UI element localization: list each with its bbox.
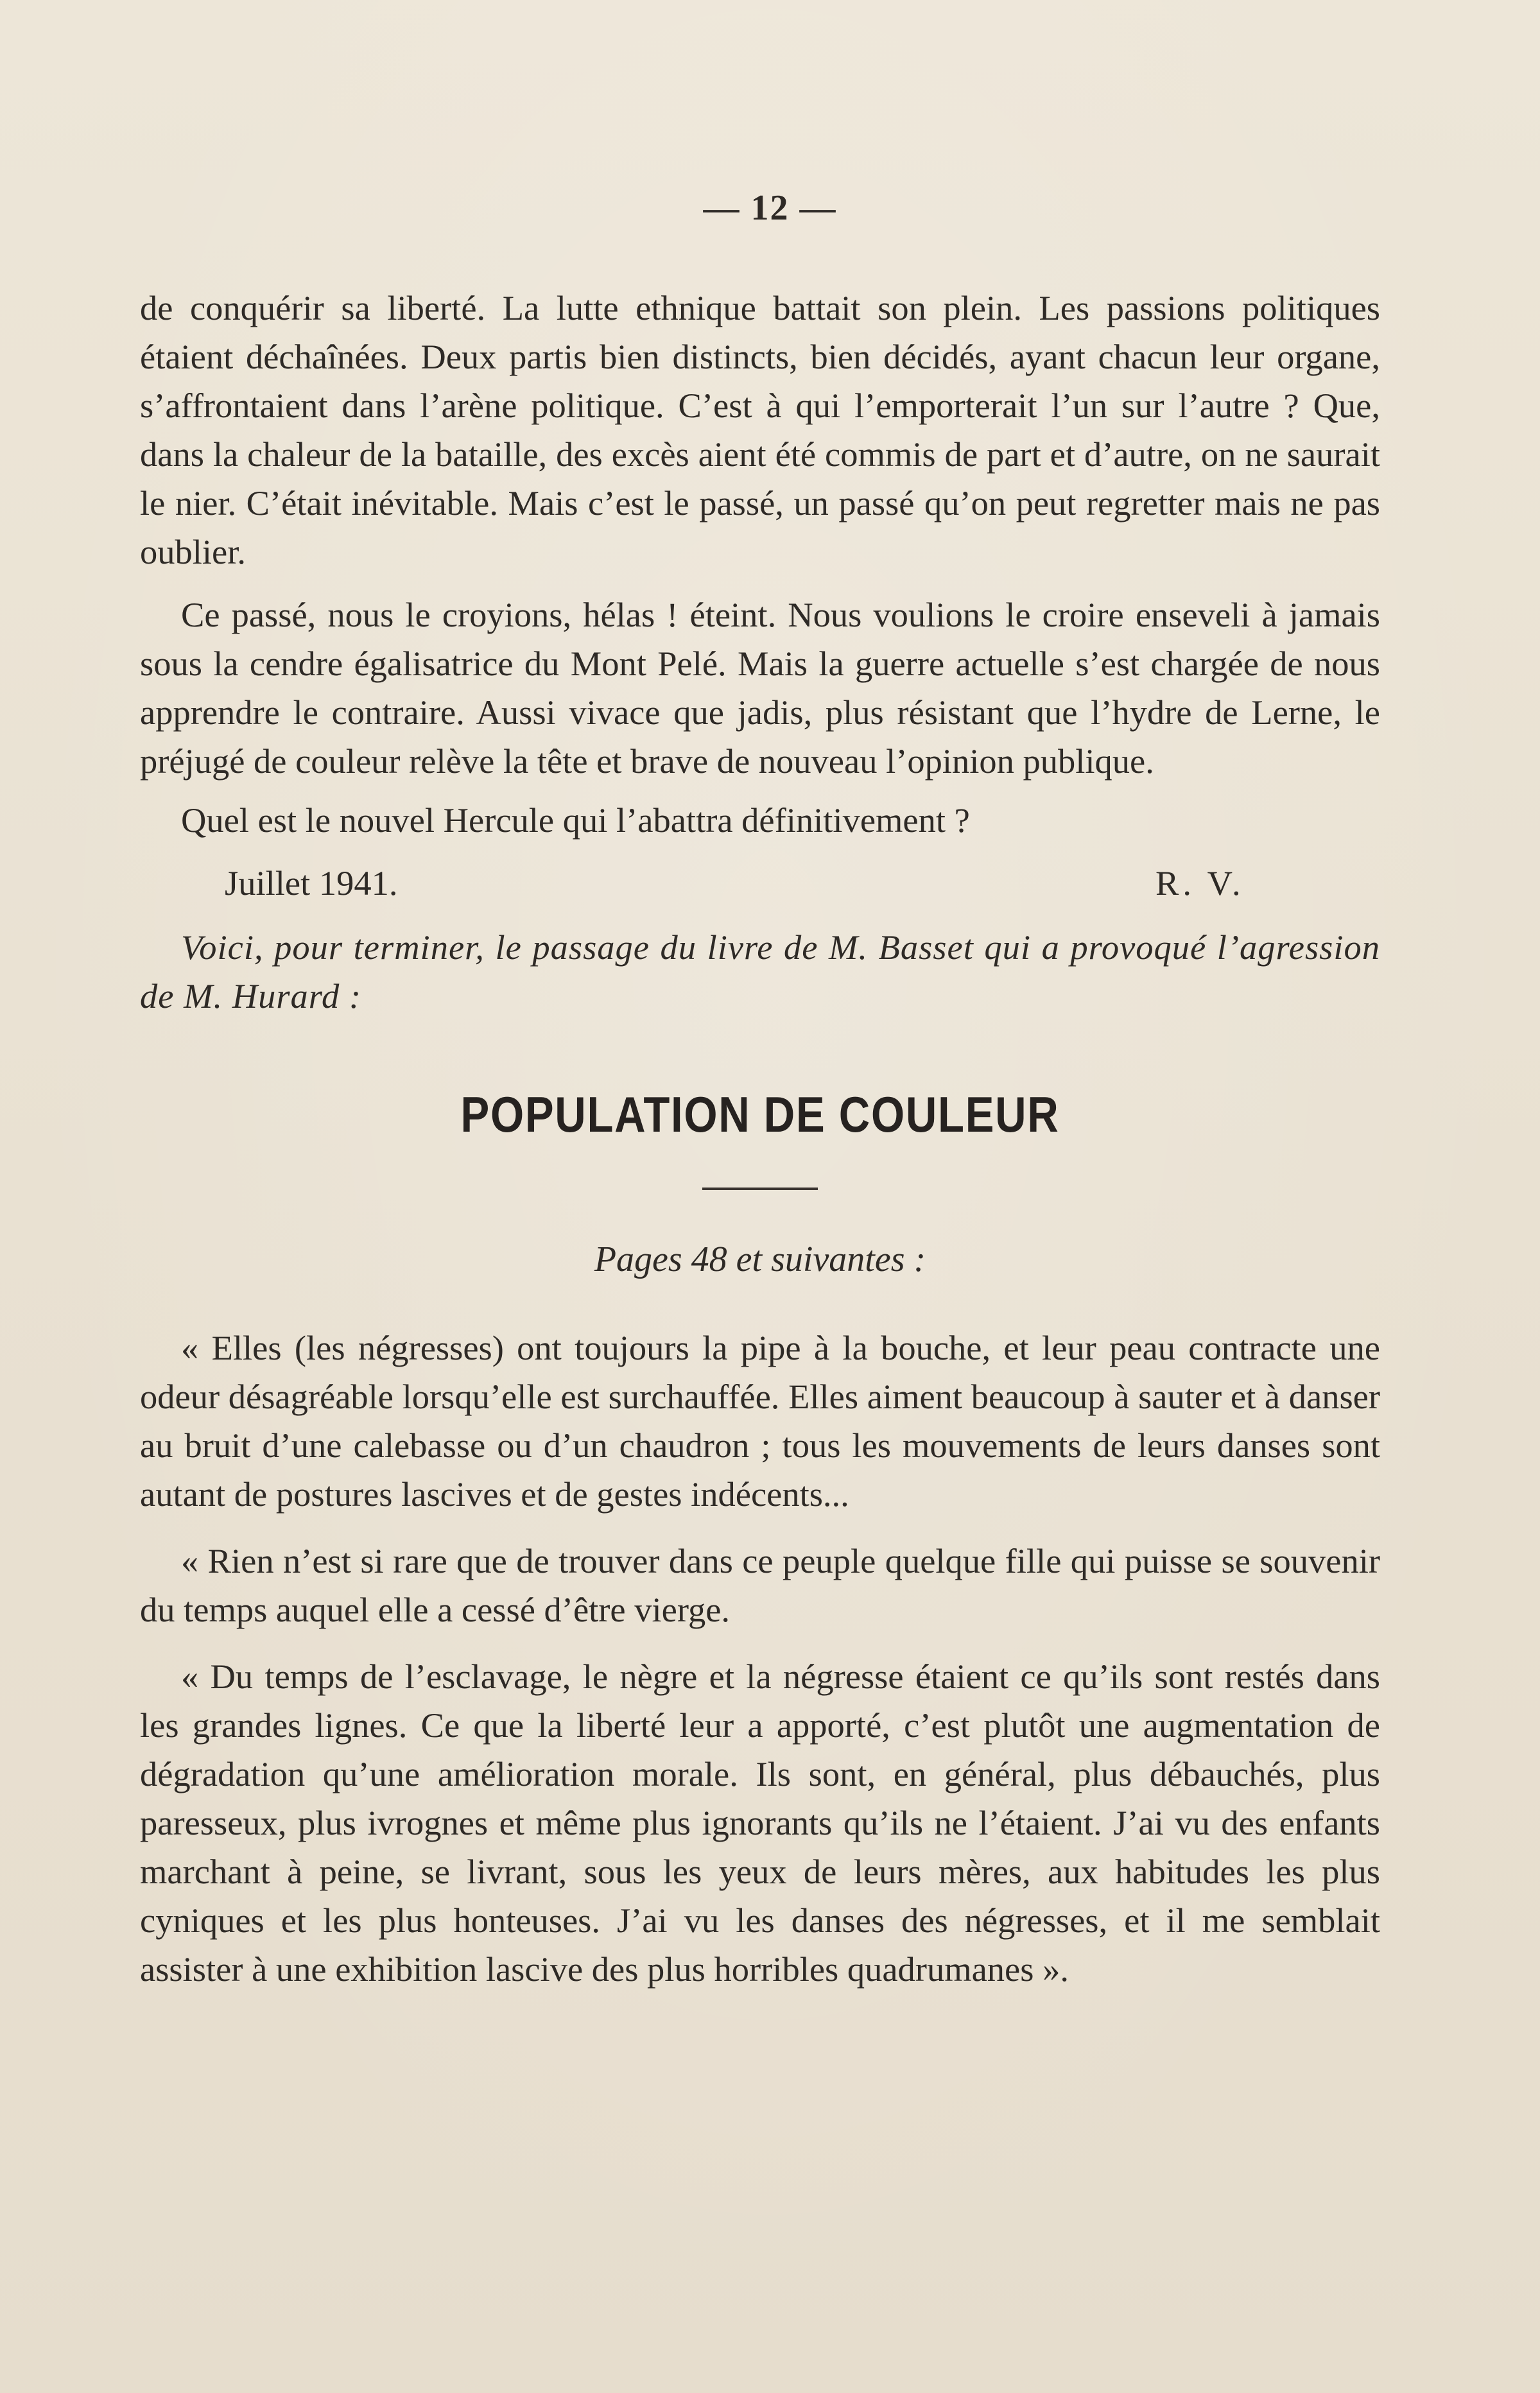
divider-rule bbox=[702, 1188, 818, 1190]
paragraph-liberty: de conquérir sa liberté. La lutte ethnique battait son plein. Les passions politiques étaient déchaînées. Deux partis bien distincts, bien décidés, ayant chacun leur organe, s’affrontaient dans l’arène politique. C’est à qui l’emporterait l’un sur l’autre ? Que, dans la chaleur de la bataille, des excès aient été commis de part et d’autre, on ne saurait le nier. C’était inévitable. Mais c’est le passé, un passé qu’on peut regretter mais ne pas oublier. bbox=[140, 288, 1380, 571]
quote-paragraph: « Du temps de l’esclavage, le nègre et la négresse étaient ce qu’ils sont restés dans les grandes lignes. Ce que la liberté leur a apporté, c’est plutôt une augmentation de dégradation qu’une amélioration morale. Ils sont, en général, plus débauchés, plus paresseux, plus ivrognes et même plus ignorants qu’ils ne l’étaient. J’ai vu des enfants marchant à peine, se livrant, sous les yeux de leurs mères, aux habitudes les plus cyniques et les plus honteuses. J’ai vu les danses des négresses, et il me semblait assister à une exhibition lascive des plus horribles quadrumanes ». bbox=[140, 1657, 1380, 1989]
intro-italic: Voici, pour terminer, le passage du livre de M. Basset qui a provoqué l’agression de M. Hurard : bbox=[140, 928, 1380, 1015]
quote-paragraph: « Rien n’est si rare que de trouver dans ce peuple quelque fille qui puisse se souvenir du temps auquel elle a cessé d’être vierge. bbox=[140, 1541, 1380, 1629]
date: Juillet 1941. bbox=[225, 863, 398, 903]
section-title: POPULATION DE COULEUR bbox=[460, 1086, 1060, 1143]
quote-paragraph: « Elles (les négresses) ont toujours la pipe à la bouche, et leur peau contracte une odeur désagréable lorsqu’elle est surchauffée. Elles aiment beaucoup à sauter et à danser au bruit d’une calebasse ou d’un chaudron ; tous les mouvements de leurs danses sont autant de postures lascives et de gestes indécents... bbox=[140, 1328, 1380, 1514]
section-subtitle: Pages 48 et suivantes : bbox=[594, 1240, 926, 1279]
paragraph-hercule: Quel est le nouvel Hercule qui l’abattra définitivement ? bbox=[181, 800, 970, 840]
paragraph-prejudice: Ce passé, nous le croyions, hélas ! éteint. Nous voulions le croire enseveli à jamais sous la cendre égalisatrice du Mont Pelé. Mais la guerre actuelle s’est chargée de nous apprendre le contraire. Aussi vivace que jadis, plus résistant que l’hydre de Lerne, le préjugé de couleur relève la tête et brave de nouveau l’opinion publique. bbox=[140, 595, 1380, 781]
page-number: — 12 — bbox=[703, 188, 837, 228]
author-initials: R. V. bbox=[1155, 863, 1245, 903]
page-body bbox=[140, 284, 1380, 1994]
dateline bbox=[140, 858, 1380, 909]
